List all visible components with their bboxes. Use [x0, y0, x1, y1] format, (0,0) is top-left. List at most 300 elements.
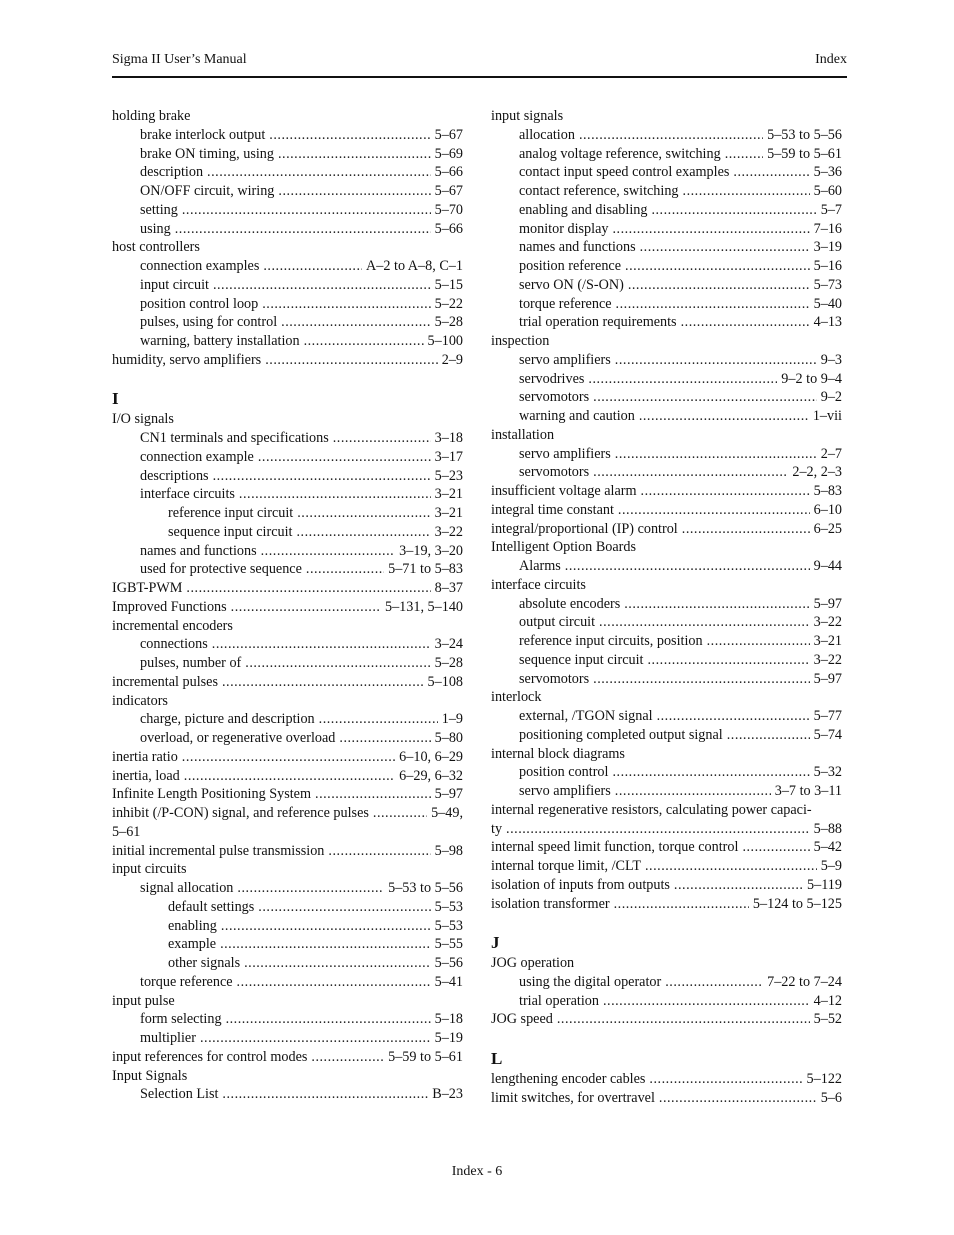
- entry-label: contact input speed control examples: [519, 164, 730, 181]
- index-entry: [491, 1010, 842, 1029]
- dot-leader: [593, 670, 809, 689]
- dot-leader: [281, 313, 430, 332]
- index-topic: installation: [491, 426, 555, 443]
- dot-leader: [239, 485, 431, 504]
- dot-leader: [258, 898, 430, 917]
- page-reference: 3–22: [813, 614, 842, 631]
- dot-leader: [222, 1085, 428, 1104]
- page-reference: 5–23: [434, 467, 463, 484]
- index-entry: [112, 560, 463, 579]
- page-header: [112, 52, 847, 78]
- page-reference: 5–59 to 5–61: [767, 145, 842, 162]
- index-topic: input circuits: [112, 861, 187, 878]
- index-entry: [491, 726, 842, 745]
- index-entry: [112, 257, 463, 276]
- dot-leader: [222, 673, 424, 692]
- index-entry: [112, 935, 463, 954]
- index-entry: [112, 126, 463, 145]
- entry-label: servo ON (/S-ON): [519, 276, 624, 293]
- index-entry: [491, 145, 842, 164]
- dot-leader: [614, 895, 749, 914]
- page-reference: 5–88: [813, 820, 842, 837]
- index-entry: [491, 838, 842, 857]
- page-reference: 5–67: [434, 126, 463, 143]
- dot-leader: [579, 126, 763, 145]
- page-reference: 3–19: [813, 239, 842, 256]
- dot-leader: [212, 635, 431, 654]
- page-reference: 5–19: [434, 1030, 463, 1046]
- dot-leader: [506, 820, 810, 839]
- index-letter-heading: I: [112, 389, 119, 409]
- page-reference: 5–69: [434, 145, 463, 162]
- page-reference: 5–15: [434, 276, 463, 293]
- dot-leader: [612, 220, 809, 239]
- index-entry: [491, 370, 842, 389]
- index-entry: [112, 1029, 463, 1048]
- page-reference: 3–22: [813, 651, 842, 668]
- page-reference: 5–70: [434, 201, 463, 218]
- index-topic: incremental encoders: [112, 617, 233, 634]
- page-reference: 5–56: [434, 955, 463, 971]
- entry-label: Alarms: [519, 558, 561, 574]
- dot-leader: [304, 332, 424, 351]
- page-reference: 5–42: [813, 839, 842, 856]
- index-entry: [112, 163, 463, 182]
- entry-label: signal allocation: [140, 880, 234, 896]
- entry-label: pulses, using for control: [140, 314, 278, 331]
- entry-label: warning, battery installation: [140, 333, 300, 349]
- index-letter-heading: L: [491, 1048, 503, 1068]
- index-topic: indicators: [112, 692, 168, 709]
- page-reference: 2–2, 2–3: [792, 464, 842, 481]
- page-reference: 5–53: [434, 917, 463, 934]
- entry-label: brake ON timing, using: [140, 145, 274, 162]
- page-reference: 5–74: [813, 726, 842, 743]
- entry-label: positioning completed output signal: [519, 726, 723, 743]
- page-reference: 9–2: [820, 389, 842, 406]
- index-entry: [491, 632, 842, 651]
- index-topic: interlock: [491, 689, 542, 706]
- dot-leader: [262, 295, 430, 314]
- index-entry: [112, 710, 463, 729]
- page-reference: 5–60: [813, 183, 842, 199]
- index-entry: [112, 485, 463, 504]
- page-reference: 7–16: [813, 220, 842, 237]
- dot-leader: [339, 729, 430, 748]
- entry-label: external, /TGON signal: [519, 708, 653, 724]
- entry-label: position control: [519, 764, 609, 781]
- dot-leader: [261, 542, 396, 561]
- index-topic: holding brake: [112, 108, 191, 124]
- page-reference: 3–17: [434, 448, 463, 465]
- index-topic: Input Signals: [112, 1067, 188, 1084]
- index-entry: [112, 313, 463, 332]
- entry-label: sequence input circuit: [519, 651, 644, 668]
- index-entry: [491, 992, 842, 1011]
- page-reference: 5–119: [807, 876, 842, 893]
- dot-leader: [599, 613, 810, 632]
- index-entry: [112, 351, 463, 370]
- entry-label: interface circuits: [140, 486, 235, 503]
- dot-leader: [624, 595, 809, 614]
- dot-leader: [237, 973, 431, 992]
- index-entry: [491, 276, 842, 295]
- index-entry: [491, 313, 842, 332]
- index-topic: input pulse: [112, 992, 175, 1009]
- section-spacer: [491, 913, 842, 932]
- index-entry: [491, 782, 842, 801]
- dot-leader: [681, 313, 810, 332]
- manual-title: Sigma II User’s Manual: [112, 52, 247, 67]
- index-entry: [491, 1089, 842, 1108]
- entry-label: position reference: [519, 258, 622, 274]
- page-reference: 5–28: [434, 655, 463, 671]
- page-reference: 3–24: [434, 636, 463, 653]
- entry-label: connections: [140, 636, 208, 653]
- page-reference: 5–124 to 5–125: [752, 895, 842, 912]
- page-reference: 6–25: [813, 520, 842, 537]
- index-entry: [112, 879, 463, 898]
- page-reference: 5–32: [813, 764, 842, 781]
- dot-leader: [278, 182, 430, 201]
- entry-label: contact reference, switching: [519, 183, 679, 199]
- index-entry: [112, 1010, 463, 1029]
- dot-leader: [615, 445, 817, 464]
- dot-leader: [221, 917, 431, 936]
- entry-label: reference input circuit: [168, 505, 294, 521]
- index-entry: [112, 1085, 463, 1104]
- index-column-left: [112, 107, 463, 1104]
- page-reference: 5–49,: [431, 805, 463, 821]
- page-reference: 3–22: [434, 523, 463, 540]
- entry-label: ty: [491, 820, 503, 837]
- page-reference: 5–52: [813, 1011, 842, 1028]
- entry-label: insufficient voltage alarm: [491, 483, 637, 499]
- index-entry: [112, 295, 463, 314]
- index-entry: [491, 501, 842, 520]
- page-reference: 5–16: [813, 258, 842, 274]
- entry-label: CN1 terminals and specifications: [140, 430, 329, 446]
- page-reference: 4–12: [813, 992, 842, 1009]
- entry-label: integral time constant: [491, 501, 614, 518]
- page-reference: 5–122: [806, 1070, 842, 1087]
- dot-leader: [615, 782, 771, 801]
- index-entry: [491, 651, 842, 670]
- page-reference: 5–7: [820, 201, 842, 218]
- index-entry: [491, 670, 842, 689]
- index-entry: [491, 520, 842, 539]
- entry-label: position control loop: [140, 295, 259, 312]
- entry-label: trial operation requirements: [519, 314, 677, 331]
- dot-leader: [333, 429, 431, 448]
- entry-label: names and functions: [519, 239, 636, 256]
- page-reference: 9–2 to 9–4: [781, 370, 842, 387]
- dot-leader: [213, 276, 431, 295]
- index-entry: [491, 613, 842, 632]
- index-entry: [112, 504, 463, 523]
- index-topic: internal regenerative resistors, calculating power capaci-: [491, 801, 812, 818]
- entry-label: Selection List: [140, 1086, 219, 1103]
- page-reference: 1–vii: [812, 408, 842, 424]
- index-topic: input signals: [491, 108, 564, 124]
- index-entry: [491, 895, 842, 914]
- index-entry: [491, 557, 842, 576]
- page-reference: 7–22 to 7–24: [767, 973, 842, 990]
- dot-leader: [311, 1048, 384, 1067]
- page-reference: 9–44: [813, 558, 842, 574]
- dot-leader: [557, 1010, 810, 1029]
- page-reference: 2–9: [441, 351, 463, 368]
- entry-label: inertia ratio: [112, 748, 178, 765]
- index-entry: [112, 973, 463, 992]
- index-entry: [112, 201, 463, 220]
- index-entry: [491, 1070, 842, 1089]
- entry-label: Improved Functions: [112, 598, 227, 615]
- index-continuation: 5–61: [112, 823, 141, 840]
- page-reference: 5–53 to 5–56: [388, 880, 463, 896]
- entry-label: overload, or regenerative overload: [140, 730, 336, 746]
- index-entry: [112, 332, 463, 351]
- index-entry: [112, 523, 463, 542]
- entry-label: charge, picture and description: [140, 711, 315, 728]
- index-entry: [112, 542, 463, 561]
- index-entry: [112, 145, 463, 164]
- dot-leader: [175, 220, 431, 239]
- index-entry: [491, 257, 842, 276]
- entry-label: servo amplifiers: [519, 445, 611, 462]
- page-reference: 3–19, 3–20: [399, 542, 463, 559]
- section-spacer: [112, 370, 463, 389]
- entry-label: input circuit: [140, 276, 209, 293]
- dot-leader: [628, 276, 810, 295]
- entry-label: example: [168, 936, 217, 953]
- page-reference: 3–21: [813, 633, 842, 649]
- entry-label: monitor display: [519, 220, 609, 237]
- index-entry: [112, 673, 463, 692]
- page-reference: 5–67: [434, 183, 463, 199]
- index-entry: [491, 182, 842, 201]
- page-reference: 5–6: [820, 1089, 842, 1106]
- index-entry: [112, 898, 463, 917]
- index-entry: [112, 748, 463, 767]
- index-entry: [491, 707, 842, 726]
- page-reference: 5–97: [813, 670, 842, 687]
- entry-label: servodrives: [519, 370, 585, 387]
- entry-label: sequence input circuit: [168, 523, 293, 540]
- index-entry: [112, 954, 463, 973]
- dot-leader: [641, 482, 810, 501]
- page-reference: 3–21: [434, 505, 463, 521]
- dot-leader: [639, 407, 809, 426]
- page-reference: B–23: [432, 1086, 463, 1103]
- entry-label: absolute encoders: [519, 595, 621, 612]
- dot-leader: [297, 523, 431, 542]
- index-entry: [112, 448, 463, 467]
- dot-leader: [616, 295, 810, 314]
- section-spacer: [491, 1029, 842, 1048]
- entry-label: integral/proportional (IP) control: [491, 520, 678, 537]
- entry-label: internal torque limit, /CLT: [491, 858, 641, 874]
- page-reference: 9–3: [820, 351, 842, 368]
- entry-label: trial operation: [519, 992, 599, 1009]
- dot-leader: [315, 785, 431, 804]
- dot-leader: [258, 448, 431, 467]
- dot-leader: [237, 879, 384, 898]
- entry-label: warning and caution: [519, 408, 635, 424]
- dot-leader: [213, 467, 431, 486]
- entry-label: analog voltage reference, switching: [519, 145, 721, 162]
- index-topic: Intelligent Option Boards: [491, 539, 637, 556]
- page-reference: 5–73: [813, 276, 842, 293]
- dot-leader: [682, 520, 810, 539]
- page-reference: 5–9: [820, 858, 842, 874]
- dot-leader: [373, 804, 427, 823]
- dot-leader: [742, 838, 809, 857]
- page-reference: 5–100: [427, 333, 463, 349]
- page-reference: 5–97: [434, 786, 463, 803]
- entry-label: setting: [140, 201, 178, 218]
- dot-leader: [297, 504, 430, 523]
- entry-label: humidity, servo amplifiers: [112, 351, 262, 368]
- index-entry: [491, 201, 842, 220]
- entry-label: multiplier: [140, 1030, 196, 1046]
- dot-leader: [565, 557, 810, 576]
- dot-leader: [263, 257, 362, 276]
- dot-leader: [306, 560, 384, 579]
- index-entry: [112, 842, 463, 861]
- dot-leader: [278, 145, 431, 164]
- index-entry: [491, 126, 842, 145]
- dot-leader: [648, 651, 810, 670]
- dot-leader: [207, 163, 431, 182]
- dot-leader: [231, 598, 381, 617]
- entry-label: other signals: [168, 955, 241, 971]
- index-entry: [112, 917, 463, 936]
- dot-leader: [588, 370, 777, 389]
- entry-label: isolation of inputs from outputs: [491, 876, 670, 893]
- entry-label: limit switches, for overtravel: [491, 1089, 655, 1106]
- page-reference: 5–22: [434, 295, 463, 312]
- page-reference: 6–10: [813, 501, 842, 518]
- dot-leader: [319, 710, 438, 729]
- page-reference: 5–108: [427, 673, 463, 690]
- dot-leader: [659, 1089, 817, 1108]
- index-topic: JOG operation: [491, 955, 575, 971]
- entry-label: inertia, load: [112, 767, 180, 784]
- entry-label: lengthening encoder cables: [491, 1070, 646, 1087]
- index-topic: host controllers: [112, 239, 200, 256]
- entry-label: servo amplifiers: [519, 783, 611, 799]
- page-reference: 5–28: [434, 314, 463, 331]
- entry-label: using: [140, 220, 171, 237]
- entry-label: using the digital operator: [519, 973, 662, 990]
- index-entry: [112, 429, 463, 448]
- dot-leader: [615, 351, 817, 370]
- index-entry: [491, 445, 842, 464]
- entry-label: brake interlock output: [140, 126, 266, 143]
- page-reference: 5–98: [434, 842, 463, 859]
- index-entry: [491, 220, 842, 239]
- entry-label: torque reference: [140, 973, 233, 990]
- entry-label: JOG speed: [491, 1011, 553, 1028]
- index-entry: [112, 729, 463, 748]
- entry-label: enabling: [168, 917, 217, 934]
- index-entry: [112, 767, 463, 786]
- index-entry: [112, 467, 463, 486]
- page-reference: 5–55: [434, 936, 463, 953]
- index-entry: [112, 654, 463, 673]
- page-reference: 5–53: [434, 898, 463, 915]
- page-number: Index - 6: [451, 1164, 503, 1179]
- dot-leader: [665, 973, 763, 992]
- index-letter-heading: J: [491, 933, 500, 952]
- page-reference: 5–66: [434, 164, 463, 181]
- dot-leader: [618, 501, 810, 520]
- page-reference: 5–40: [813, 295, 842, 312]
- page-reference: 5–80: [434, 730, 463, 746]
- dot-leader: [674, 876, 803, 895]
- entry-label: torque reference: [519, 295, 612, 312]
- entry-label: allocation: [519, 126, 575, 143]
- dot-leader: [725, 145, 763, 164]
- entry-label: descriptions: [140, 467, 209, 484]
- dot-leader: [645, 857, 817, 876]
- index-entry: [491, 238, 842, 257]
- section-title: Index: [815, 52, 847, 67]
- dot-leader: [727, 726, 810, 745]
- dot-leader: [657, 707, 810, 726]
- index-entry: [112, 1048, 463, 1067]
- index-entry: [491, 407, 842, 426]
- entry-label: output circuit: [519, 614, 596, 631]
- page-reference: 1–9: [441, 711, 463, 728]
- page-reference: 5–77: [813, 708, 842, 724]
- index-entry: [112, 598, 463, 617]
- index-entry: [112, 276, 463, 295]
- page-reference: 5–18: [434, 1011, 463, 1028]
- entry-label: used for protective sequence: [140, 561, 302, 578]
- entry-label: ON/OFF circuit, wiring: [140, 183, 275, 199]
- entry-label: incremental pulses: [112, 673, 218, 690]
- page-reference: 5–83: [813, 483, 842, 499]
- index-topic: inspection: [491, 333, 550, 349]
- page-reference: 2–7: [820, 445, 842, 462]
- dot-leader: [244, 954, 431, 973]
- page-reference: 5–53 to 5–56: [767, 126, 842, 143]
- page-reference: 5–59 to 5–61: [388, 1048, 463, 1065]
- entry-label: input references for control modes: [112, 1048, 308, 1065]
- dot-leader: [733, 163, 809, 182]
- page-reference: A–2 to A–8, C–1: [366, 258, 463, 274]
- entry-label: Infinite Length Positioning System: [112, 786, 312, 803]
- dot-leader: [269, 126, 430, 145]
- entry-label: isolation transformer: [491, 895, 610, 912]
- entry-label: internal speed limit function, torque control: [491, 839, 739, 856]
- dot-leader: [220, 935, 431, 954]
- dot-leader: [603, 992, 810, 1011]
- index-entry: [491, 482, 842, 501]
- page-reference: 6–10, 6–29: [399, 748, 463, 765]
- dot-leader: [184, 767, 395, 786]
- entry-label: servomotors: [519, 670, 590, 687]
- index-entry: [112, 785, 463, 804]
- entry-label: names and functions: [140, 542, 257, 559]
- page-reference: 8–37: [434, 580, 463, 596]
- entry-label: IGBT-PWM: [112, 580, 183, 596]
- entry-label: form selecting: [140, 1011, 222, 1028]
- dot-leader: [186, 579, 430, 598]
- index-entry: [491, 763, 842, 782]
